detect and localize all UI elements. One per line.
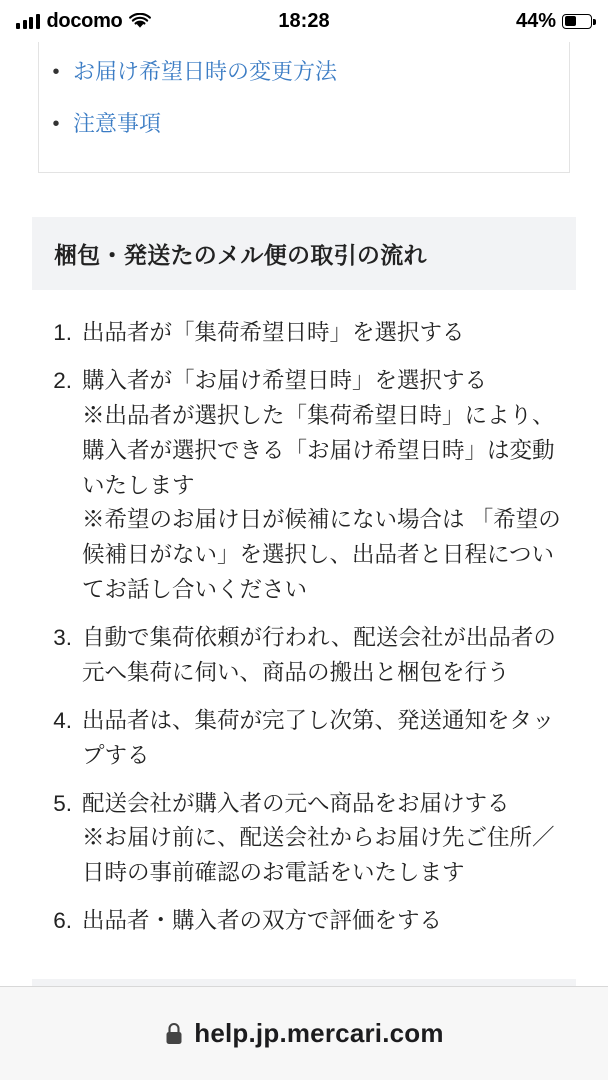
status-bar — [0, 0, 608, 42]
list-item[interactable] — [39, 98, 569, 150]
table-of-contents — [38, 42, 570, 173]
step-note-line: ※お届け前に、配送会社からお届け先ご住所／日時の事前確認のお電話をいたします — [82, 825, 555, 886]
carrier-label: docomo — [46, 9, 123, 32]
list-item — [34, 904, 574, 939]
list-item — [34, 364, 574, 608]
step-line: 出品者が「集荷希望日時」を選択する — [82, 320, 465, 345]
bullet-icon: • — [52, 61, 60, 83]
browser-url-bar[interactable] — [0, 986, 608, 1080]
steps-list — [34, 316, 574, 939]
step-line: 購入者が「お届け希望日時」を選択する — [82, 367, 488, 393]
signal-bars-icon — [16, 13, 40, 29]
page-content — [0, 42, 608, 1028]
status-right-group — [516, 10, 592, 33]
step-line: 出品者は、集荷が完了し次第、発送通知をタップする — [82, 707, 555, 768]
url-label[interactable]: help.jp.mercari.com — [194, 1018, 444, 1048]
list-item[interactable] — [39, 46, 569, 98]
wifi-icon — [129, 13, 151, 29]
list-item — [34, 704, 574, 774]
bullet-icon: • — [52, 113, 60, 135]
lock-icon — [164, 1021, 184, 1047]
section-heading-flow — [32, 217, 576, 290]
step-line: 出品者・購入者の双方で評価をする — [82, 908, 443, 934]
section-heading-text: 梱包・発送たのメル便の取引の流れ — [54, 242, 427, 268]
toc-link[interactable]: お届け希望日時の変更方法 — [73, 59, 338, 84]
toc-list — [39, 46, 569, 150]
step-line: 配送会社が購入者の元へ商品をお届けする — [82, 790, 510, 816]
toc-link[interactable]: 注意事項 — [73, 111, 162, 136]
battery-percent-label: 44% — [515, 9, 556, 32]
list-item — [34, 787, 574, 892]
clock-label: 18:28 — [278, 9, 330, 32]
list-item — [34, 621, 574, 691]
step-note-line: ※出品者が選択した「集荷希望日時」により、購入者が選択できる「お届け希望日時」は変動いたします — [82, 402, 555, 498]
list-item — [34, 316, 574, 351]
status-left-group — [16, 10, 151, 33]
battery-icon — [562, 14, 592, 29]
step-line: 自動で集荷依頼が行われ、配送会社が出品者の元へ集荷に伺い、商品の搬出と梱包を行う — [82, 625, 556, 685]
step-note-line: ※希望のお届け日が候補にない場合は 「希望の候補日がない」を選択し、出品者と日程についてお話し合いください — [82, 507, 561, 603]
